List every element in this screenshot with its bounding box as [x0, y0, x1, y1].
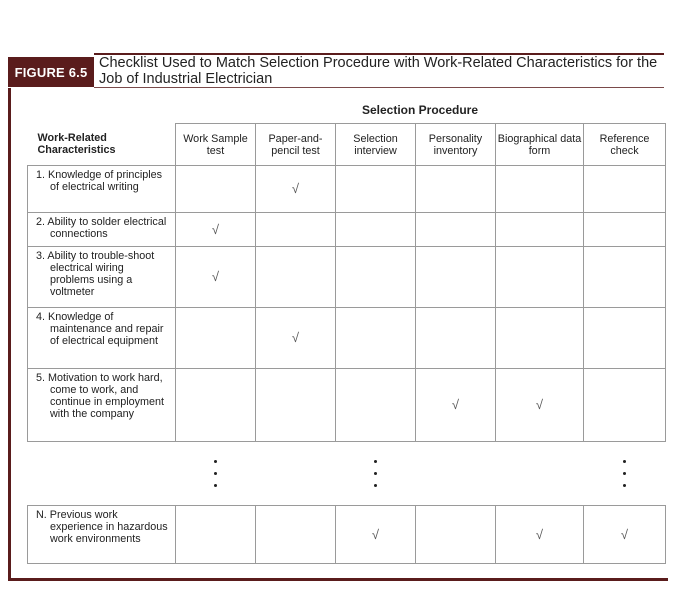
check-cell [336, 308, 416, 369]
table-row [28, 308, 666, 369]
check-cell [256, 213, 336, 247]
figure-label: FIGURE 6.5 [8, 57, 94, 87]
check-mark: √ [371, 526, 380, 542]
column-header: Personality inventory [416, 124, 496, 166]
table-row [28, 369, 666, 442]
ellipsis-dots [584, 460, 666, 487]
check-cell [416, 308, 496, 369]
check-cell [176, 247, 256, 308]
check-cell [584, 213, 666, 247]
row-label: 2. Ability to solder electrical connections [28, 213, 176, 247]
ellipsis-row [28, 442, 666, 506]
check-cell [256, 506, 336, 564]
check-mark: √ [620, 526, 629, 542]
check-cell [336, 369, 416, 442]
check-mark: √ [211, 221, 220, 237]
check-cell [416, 247, 496, 308]
check-cell [416, 369, 496, 442]
check-cell [496, 506, 584, 564]
figure-left-rule [8, 88, 11, 581]
column-header: Paper-and-pencil test [256, 124, 336, 166]
check-cell [176, 213, 256, 247]
check-cell [336, 213, 416, 247]
table-row [28, 247, 666, 308]
ellipsis-dots [336, 460, 416, 487]
check-cell [584, 247, 666, 308]
check-cell [416, 213, 496, 247]
check-cell [416, 166, 496, 213]
check-cell [256, 369, 336, 442]
check-mark: √ [535, 526, 544, 542]
row-header: Work-Related Characteristics [28, 124, 176, 166]
figure-title-bottom-rule [94, 87, 664, 88]
column-header: Biographical data form [496, 124, 584, 166]
check-mark: √ [535, 397, 544, 412]
figure-title: Checklist Used to Match Selection Procedure with Work-Related Characteristics for the Job of Industrial Electrician [99, 55, 658, 87]
ellipsis-dots [176, 460, 256, 487]
check-cell [256, 166, 336, 213]
check-cell [584, 166, 666, 213]
check-mark: √ [291, 181, 300, 196]
check-cell [336, 247, 416, 308]
row-label: 3. Ability to trouble-shoot electrical wiring problems using a voltmeter [28, 247, 176, 308]
table-row [28, 166, 666, 213]
row-label: 1. Knowledge of principles of electrical writing [28, 166, 176, 213]
check-mark: √ [451, 397, 460, 412]
check-cell [496, 247, 584, 308]
row-label: 5. Motivation to work hard, come to work, and continue in employment with the company [28, 369, 176, 442]
check-cell [496, 308, 584, 369]
row-label: 4. Knowledge of maintenance and repair of electrical equipment [28, 308, 176, 369]
check-mark: √ [291, 330, 300, 345]
check-cell [584, 369, 666, 442]
check-cell [496, 166, 584, 213]
table-row [28, 213, 666, 247]
check-cell [256, 247, 336, 308]
checklist-table [27, 123, 666, 564]
selection-procedure-header: Selection Procedure [361, 103, 479, 117]
table-row [28, 506, 666, 564]
column-header-row [28, 124, 666, 166]
check-cell [584, 506, 666, 564]
column-header: Reference check [584, 124, 666, 166]
check-cell [176, 369, 256, 442]
check-cell [496, 213, 584, 247]
check-cell [416, 506, 496, 564]
figure-bottom-rule [8, 578, 668, 581]
check-cell [256, 308, 336, 369]
check-mark: √ [211, 269, 220, 284]
check-cell [496, 369, 584, 442]
column-header: Selection interview [336, 124, 416, 166]
check-cell [176, 506, 256, 564]
column-header: Work Sample test [176, 124, 256, 166]
check-cell [336, 506, 416, 564]
check-cell [176, 308, 256, 369]
check-cell [176, 166, 256, 213]
check-cell [584, 308, 666, 369]
row-label: N. Previous work experience in hazardous work environments [28, 506, 176, 564]
check-cell [336, 166, 416, 213]
